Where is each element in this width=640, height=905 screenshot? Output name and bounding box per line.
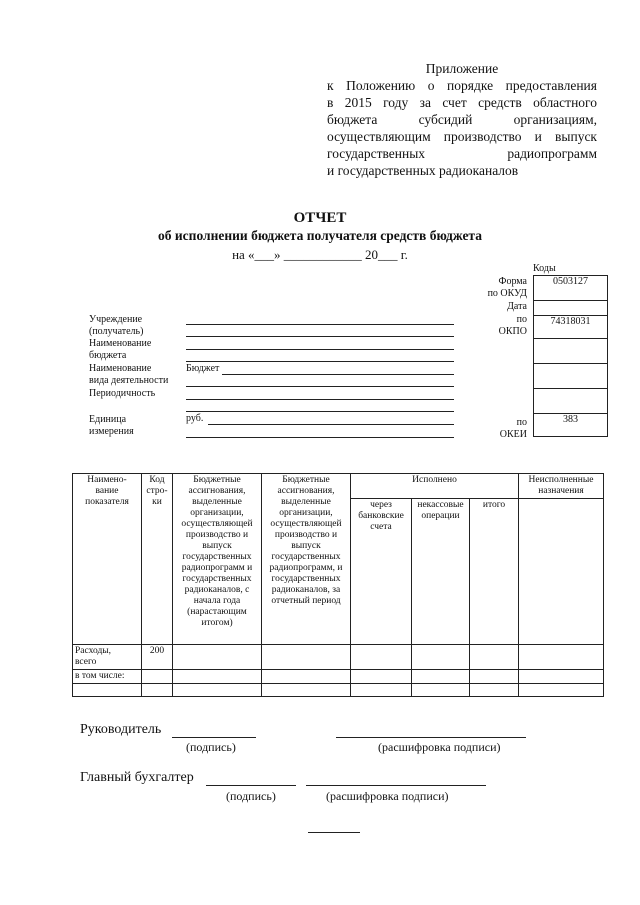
unit-line[interactable]	[208, 424, 454, 425]
col-total-header: итого	[470, 499, 519, 645]
periodicity-line[interactable]	[186, 399, 454, 400]
cell[interactable]	[412, 670, 470, 684]
report-table	[72, 473, 604, 697]
chief-accountant-label: Главный бухгалтер	[80, 770, 194, 785]
cell[interactable]	[73, 684, 142, 697]
code-cell-empty-3	[534, 389, 608, 414]
okpo-value: 74318031	[534, 316, 608, 339]
okud-label: Форма по ОКУД	[487, 276, 527, 299]
cell[interactable]	[351, 645, 412, 670]
cell[interactable]	[142, 684, 173, 697]
accountant-decode-line[interactable]	[306, 785, 486, 786]
budget-name-line[interactable]	[186, 349, 454, 350]
accountant-signature-hint: (подпись)	[226, 789, 276, 803]
row-code	[142, 670, 173, 684]
unit-label: Единица измерения	[89, 414, 134, 437]
date-value	[534, 301, 608, 316]
table-row	[73, 670, 604, 684]
activity-line-2[interactable]	[186, 386, 454, 387]
codes-table	[533, 275, 608, 437]
okei-label: по ОКЕИ	[499, 417, 527, 440]
okud-value: 0503127	[534, 276, 608, 301]
budget-name-label: Наименование бюджета	[89, 338, 152, 361]
periodicity-line-2[interactable]	[186, 411, 454, 412]
col-noncash-header: некассовые операции	[412, 499, 470, 645]
appendix-line-2: в 2015 году за счет средств областного	[327, 95, 597, 110]
footer-line	[308, 832, 360, 833]
institution-line[interactable]	[186, 324, 454, 325]
row-name: Расходы, всего	[73, 645, 142, 670]
col-bank-header: через банковские счета	[351, 499, 412, 645]
table-row	[73, 645, 604, 670]
col-code-header: Код стро- ки	[142, 474, 173, 645]
head-decode-hint: (расшифровка подписи)	[378, 740, 501, 754]
table-row	[73, 684, 604, 697]
codes-header: Коды	[533, 263, 556, 274]
col-allocations-header: Бюджетные ассигнования, выделенные организации, осуществляющей производство и выпуск государственных радиопрограмм и государственных радиоканалов, с начала года (нарастающим итогом)	[173, 474, 262, 645]
cell[interactable]	[351, 670, 412, 684]
budget-value: Бюджет	[186, 363, 220, 374]
cell[interactable]	[262, 670, 351, 684]
cell[interactable]	[262, 645, 351, 670]
appendix-line-5: государственных радиопрограмм	[327, 146, 597, 161]
head-signature-line[interactable]	[172, 737, 256, 738]
appendix-title: Приложение	[425, 61, 499, 76]
cell[interactable]	[351, 684, 412, 697]
okei-value: 383	[534, 414, 608, 437]
head-label: Руководитель	[80, 722, 162, 737]
code-cell-empty-2	[534, 364, 608, 389]
budget-name-line-2[interactable]	[186, 361, 454, 362]
cell[interactable]	[470, 645, 519, 670]
cell[interactable]	[519, 645, 604, 670]
unit-value: руб.	[186, 413, 204, 424]
col-period-header: Бюджетные ассигнования, выделенные организации, осуществляющей производство и выпуск государственных радиопрограмм, и государственных радиоканалов, за отчетный период	[262, 474, 351, 645]
report-subtitle: об исполнении бюджета получателя средств бюджета	[158, 228, 482, 243]
code-cell-empty-1	[534, 339, 608, 364]
okpo-label: по ОКПО	[498, 314, 527, 337]
cell[interactable]	[470, 670, 519, 684]
institution-line-2[interactable]	[186, 336, 454, 337]
appendix-line-4: осуществляющим производство и выпуск	[327, 129, 597, 144]
col-unexecuted-header: Неисполненные назначения	[519, 474, 604, 499]
report-title: ОТЧЕТ	[293, 210, 347, 226]
institution-label: Учреждение (получатель)	[89, 314, 144, 337]
cell[interactable]	[412, 645, 470, 670]
head-decode-line[interactable]	[336, 737, 526, 738]
accountant-signature-line[interactable]	[206, 785, 296, 786]
cell[interactable]	[470, 684, 519, 697]
head-signature-hint: (подпись)	[186, 740, 236, 754]
cell[interactable]	[519, 670, 604, 684]
date-label: Дата	[507, 301, 527, 312]
accountant-decode-hint: (расшифровка подписи)	[326, 789, 449, 803]
appendix-line-3: бюджета субсидий организациям,	[327, 112, 597, 127]
cell[interactable]	[519, 684, 604, 697]
row-code: 200	[142, 645, 173, 670]
periodicity-label: Периодичность	[89, 388, 156, 399]
cell[interactable]	[173, 670, 262, 684]
appendix-line-6: и государственных радиоканалов	[327, 163, 519, 178]
appendix-line-1: к Положению о порядке предоставления	[327, 78, 597, 93]
report-date-line: на «___» ____________ 20___ г.	[232, 247, 408, 262]
cell[interactable]	[173, 684, 262, 697]
cell[interactable]	[173, 645, 262, 670]
cell[interactable]	[412, 684, 470, 697]
appendix-block	[327, 60, 597, 179]
row-name: в том числе:	[73, 670, 142, 684]
col-executed-header: Исполнено	[351, 474, 519, 499]
col-name-header: Наимено- вание показателя	[73, 474, 142, 645]
activity-line[interactable]	[222, 374, 454, 375]
unit-line-2[interactable]	[186, 437, 454, 438]
col-unexecuted-sub	[519, 499, 604, 645]
activity-label: Наименование вида деятельности	[89, 363, 169, 386]
cell[interactable]	[262, 684, 351, 697]
